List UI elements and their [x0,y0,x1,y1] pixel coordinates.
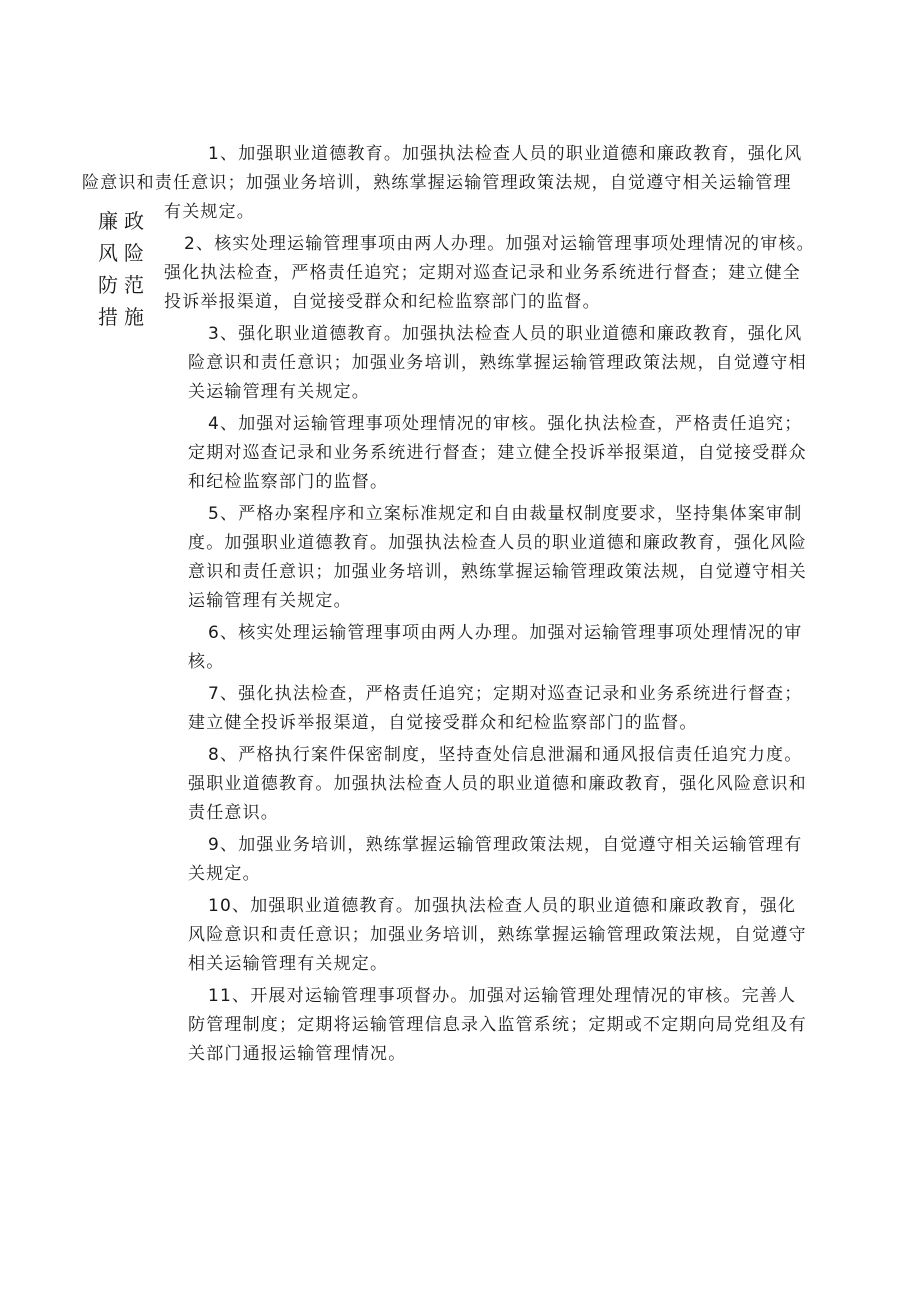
measure-line: 强化执法检查，严格责任追究；定期对巡查记录和业务系统进行督查；建立健全 [164,263,801,283]
measure-line: 投诉举报渠道，自觉接受群众和纪检监察部门的监督。 [164,292,601,312]
measure-item [164,230,876,317]
measure-line: 4、加强对运输管理事项处理情况的审核。强化执法检查，严格责任追究； [208,414,803,434]
measure-line: 核。 [188,652,225,672]
measure-item [164,982,876,1069]
measure-item [82,140,876,227]
measure-line: 7、强化执法检查，严格责任追究；定期对巡查记录和业务系统进行督查； [208,684,803,704]
measure-line: 有关规定。 [164,202,255,222]
measure-line: 运输管理有关规定。 [188,591,352,611]
measure-line: 建立健全投诉举报渠道，自觉接受群众和纪检监察部门的监督。 [188,713,698,733]
measure-line: 险意识和责任意识；加强业务培训，熟练掌握运输管理政策法规，自觉遵守相 [188,353,807,373]
measure-line: 风险意识和责任意识；加强业务培训，熟练掌握运输管理政策法规，自觉遵守 [188,925,807,945]
measure-line: 9、加强业务培训，熟练掌握运输管理政策法规，自觉遵守相关运输管理有 [208,835,803,855]
measure-line: 责任意识。 [188,803,279,823]
measure-line: 险意识和责任意识；加强业务培训，熟练掌握运输管理政策法规，自觉遵守相关运输管理 [82,173,792,193]
measure-item [164,410,876,497]
measure-line: 相关运输管理有关规定。 [188,954,389,974]
measure-line: 防管理制度；定期将运输管理信息录入监管系统；定期或不定期向局党组及有 [188,1015,807,1035]
measure-line: 1、加强职业道德教育。加强执法检查人员的职业道德和廉政教育，强化风 [208,144,803,164]
measure-line: 5、严格办案程序和立案标准规定和自由裁量权制度要求，坚持集体案审制 [208,504,803,524]
measure-line: 10、加强职业道德教育。加强执法检查人员的职业道德和廉政教育，强化 [208,896,797,916]
measure-line: 关部门通报运输管理情况。 [188,1044,407,1064]
measure-line: 2、核实处理运输管理事项由两人办理。加强对运输管理事项处理情况的审核。 [184,234,815,254]
measure-line: 关运输管理有关规定。 [188,382,370,402]
measure-line: 度。加强职业道德教育。加强执法检查人员的职业道德和廉政教育，强化风险 [188,533,807,553]
measure-item [164,619,876,677]
measure-line: 6、核实处理运输管理事项由两人办理。加强对运输管理事项处理情况的审 [208,623,803,643]
measure-line: 关规定。 [188,864,261,884]
measure-line: 和纪检监察部门的监督。 [188,472,389,492]
section-label-line: 措施 [98,305,150,329]
measure-line: 11、开展对运输管理事项督办。加强对运输管理处理情况的审核。完善人 [208,986,797,1006]
measure-item [164,500,876,616]
measure-item [164,680,876,738]
measure-line: 3、强化职业道德教育。加强执法检查人员的职业道德和廉政教育，强化风 [208,324,803,344]
measure-line: 定期对巡查记录和业务系统进行督查；建立健全投诉举报渠道，自觉接受群众 [188,443,807,463]
measure-line: 8、严格执行案件保密制度，坚持查处信息泄漏和通风报信责任追究力度。 [208,745,803,765]
measure-item [164,320,876,407]
measure-item [164,741,876,828]
section-label-line: 防范 [98,273,150,297]
measure-line: 强职业道德教育。加强执法检查人员的职业道德和廉政教育，强化风险意识和 [188,774,807,794]
section-label-line: 风险 [98,241,150,265]
section-label-line: 廉政 [98,209,150,233]
measure-line: 意识和责任意识；加强业务培训，熟练掌握运输管理政策法规，自觉遵守相关 [188,562,807,582]
section-label [98,205,154,333]
measure-item [164,892,876,979]
measure-item [164,831,876,889]
